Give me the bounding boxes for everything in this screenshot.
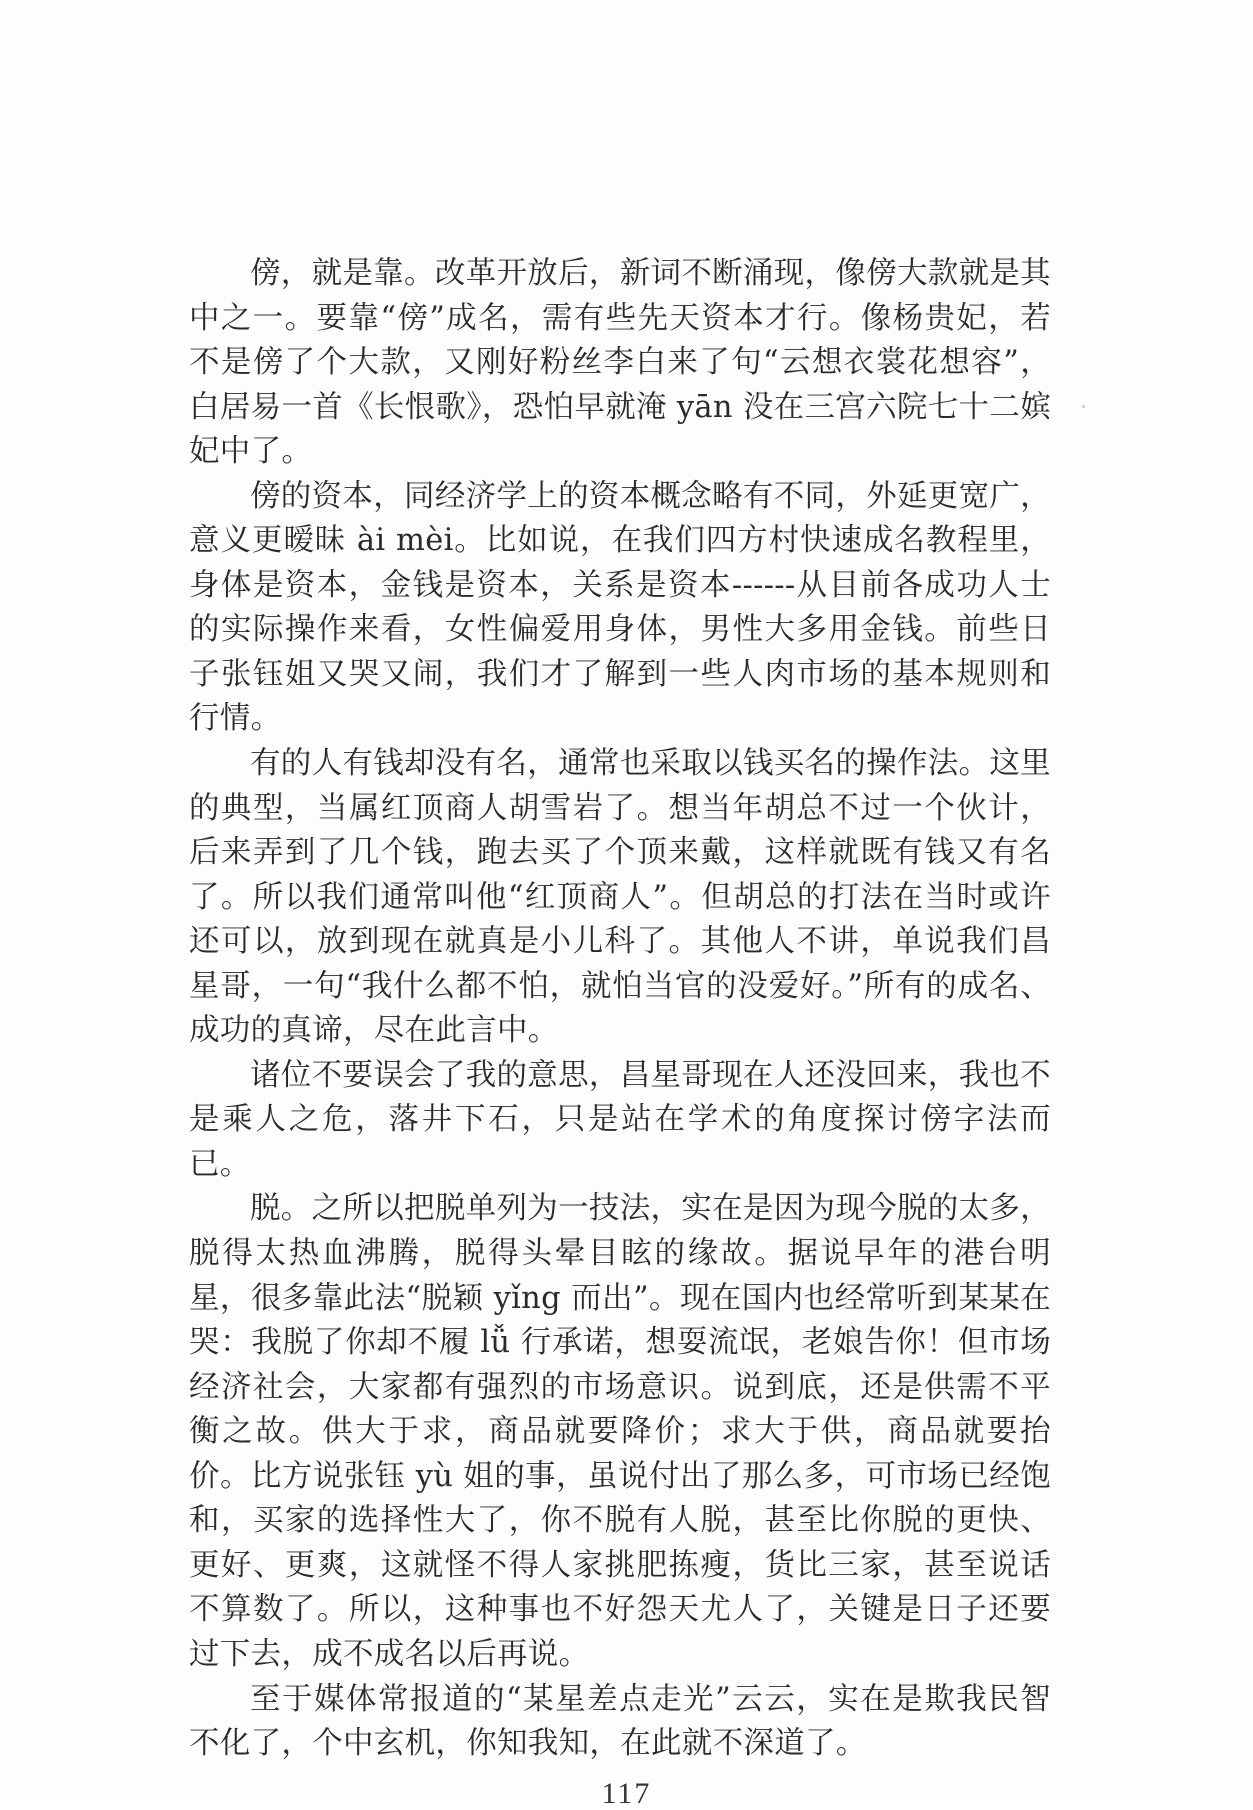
page-number: 117 bbox=[601, 1777, 652, 1810]
paragraph: 有的人有钱却没有名，通常也采取以钱买名的操作法。这里的典型，当属红顶商人胡雪岩了。想当年胡总不过一个伙计，后来弄到了几个钱，跑去买了个顶来戴，这样就既有钱又有名了。所以我们通常叫他“红顶商人”。但胡总的打法在当时或许还可以，放到现在就真是小儿科了。其他人不讲，单说我们昌星哥，一句“我什么都不怕，就怕当官的没爱好。”所有的成名、成功的真谛，尽在此言中。 bbox=[189, 746, 1051, 1049]
paragraph: 傍，就是靠。改革开放后，新词不断涌现，像傍大款就是其中之一。要靠“傍”成名，需有些先天资本才行。像杨贵妃，若不是傍了个大款，又刚好粉丝李白来了句“云想衣裳花想容”，白居易一首《长恨歌》，恐怕早就淹 yān 没在三宫六院七十二嫔妃中了。 bbox=[189, 256, 1051, 470]
scan-speck bbox=[1082, 405, 1085, 408]
paragraph: 傍的资本，同经济学上的资本概念略有不同，外延更宽广，意义更暧昧 ài mèi。比如说，在我们四方村快速成名教程里，身体是资本，金钱是资本，关系是资本------从目前各成功人士的实际操作来看，女性偏爱用身体，男性大多用金钱。前些日子张钰姐又哭又闹，我们才了解到一些人肉市场的基本规则和行情。 bbox=[189, 478, 1051, 737]
paragraph: 诸位不要误会了我的意思，昌星哥现在人还没回来，我也不是乘人之危，落井下石，只是站在学术的角度探讨傍字法而已。 bbox=[189, 1057, 1051, 1182]
paragraph: 脱。之所以把脱单列为一技法，实在是因为现今脱的太多，脱得太热血沸腾，脱得头晕目眩的缘故。据说早年的港台明星，很多靠此法“脱颖 yǐng 而出”。现在国内也经常听到某某在哭：我脱了你却不履 lǚ 行承诺，想耍流氓，老娘告你！但市场经济社会，大家都有强烈的市场意识。说到底，还是供需不平衡之故。供大于求，商品就要降价；求大于供，商品就要抬价。比方说张钰 yù 姐的事，虽说付出了那么多，可市场已经饱和，买家的选择性大了，你不脱有人脱，甚至比你脱的更快、更好、更爽，这就怪不得人家挑肥拣瘦，货比三家，甚至说话不算数了。所以，这种事也不好怨天尤人了，关键是日子还要过下去，成不成名以后再说。 bbox=[189, 1191, 1051, 1672]
body-text bbox=[189, 252, 1051, 1767]
paragraph: 至于媒体常报道的“某星差点走光”云云，实在是欺我民智不化了，个中玄机，你知我知，在此就不深道了。 bbox=[189, 1681, 1051, 1762]
